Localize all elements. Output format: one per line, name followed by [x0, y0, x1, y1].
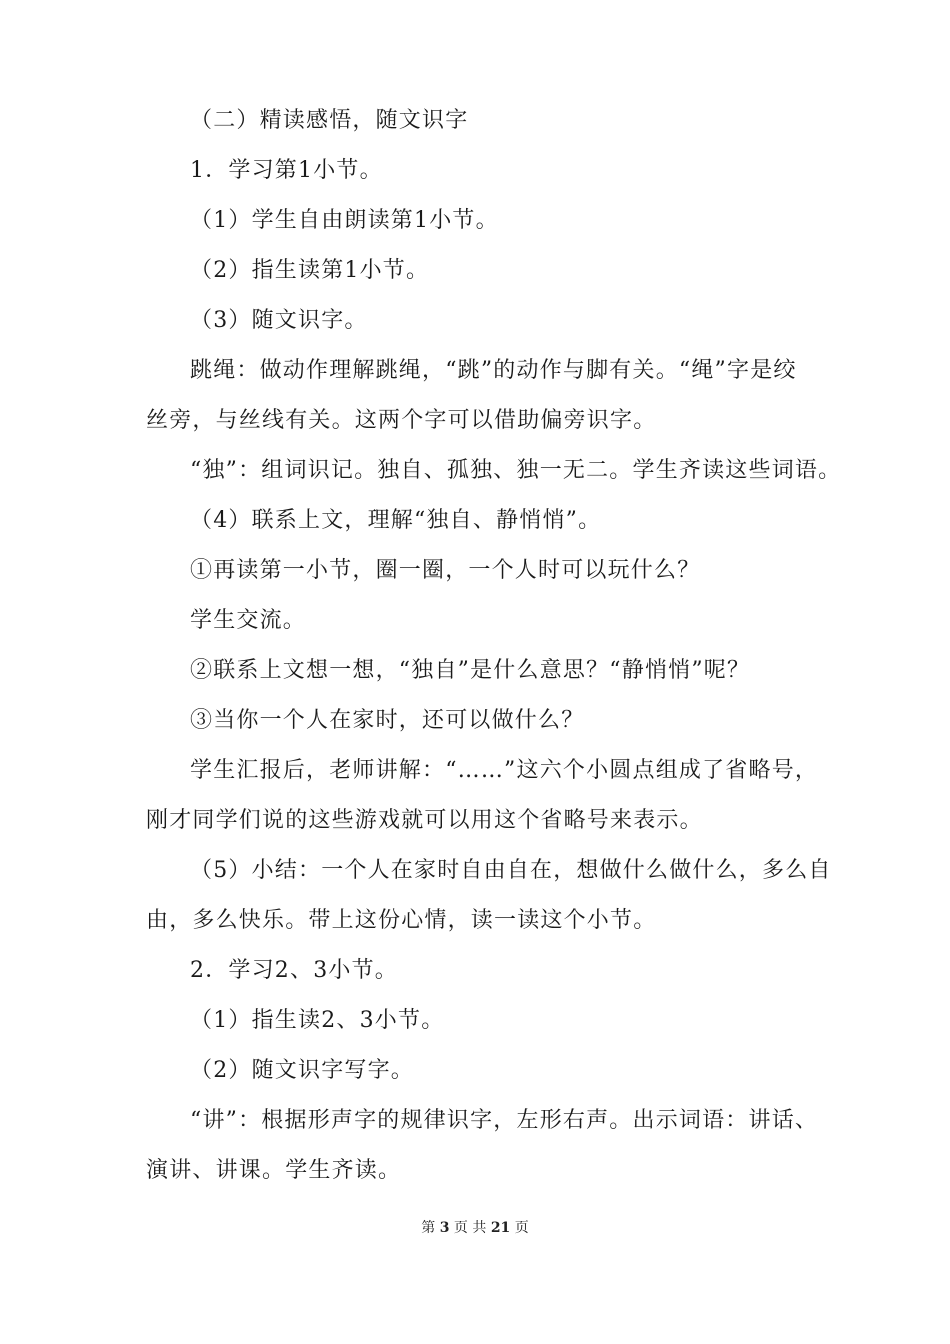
paragraph-line: ①再读第一小节，圈一圈，一个人时可以玩什么？ [190, 558, 701, 583]
paragraph-line: 刚才同学们说的这些游戏就可以用这个省略号来表示。 [146, 808, 703, 833]
footer-suffix: 页 [514, 1220, 529, 1236]
paragraph-line: （3）随文识字。 [190, 308, 368, 333]
paragraph-line: （5）小结：一个人在家时自由自在，想做什么做什么，多么自 [190, 858, 832, 883]
paragraph-line: 学生交流。 [190, 608, 307, 633]
paragraph-line: （2）指生读第1小节。 [190, 258, 430, 283]
paragraph-line: 跳绳：做动作理解跳绳，“跳”的动作与脚有关。“绳”字是绞 [190, 358, 797, 383]
paragraph-line: 1．学习第1小节。 [190, 158, 383, 183]
paragraph-line: 由，多么快乐。带上这份心情，读一读这个小节。 [146, 908, 657, 933]
paragraph-line: （1）学生自由朗读第1小节。 [190, 208, 499, 233]
paragraph-line: （1）指生读2、3小节。 [190, 1008, 445, 1033]
paragraph-line: ③当你一个人在家时，还可以做什么？ [190, 708, 585, 733]
footer-prefix: 第 [421, 1220, 436, 1236]
page-footer [0, 1218, 950, 1238]
paragraph-line: 演讲、讲课。学生齐读。 [146, 1158, 402, 1183]
paragraph-line: “讲”：根据形声字的规律识字，左形右声。出示词语：讲话、 [190, 1108, 819, 1133]
paragraph-line: 丝旁，与丝线有关。这两个字可以借助偏旁识字。 [146, 408, 657, 433]
paragraph-line: 学生汇报后，老师讲解：“……”这六个小圆点组成了省略号， [190, 758, 819, 783]
current-page-number: 3 [439, 1220, 450, 1236]
section-heading: （二）精读感悟，随文识字 [190, 108, 469, 133]
footer-middle: 页 共 [453, 1220, 487, 1236]
paragraph-line: “独”：组词识记。独自、孤独、独一无二。学生齐读这些词语。 [190, 458, 842, 483]
paragraph-line: （4）联系上文，理解“独自、静悄悄”。 [190, 508, 602, 533]
paragraph-line: （2）随文识字写字。 [190, 1058, 414, 1083]
total-page-count: 21 [490, 1220, 511, 1236]
paragraph-line: ②联系上文想一想，“独自”是什么意思？“静悄悄”呢？ [190, 658, 751, 683]
paragraph-line: 2．学习2、3小节。 [190, 958, 398, 983]
